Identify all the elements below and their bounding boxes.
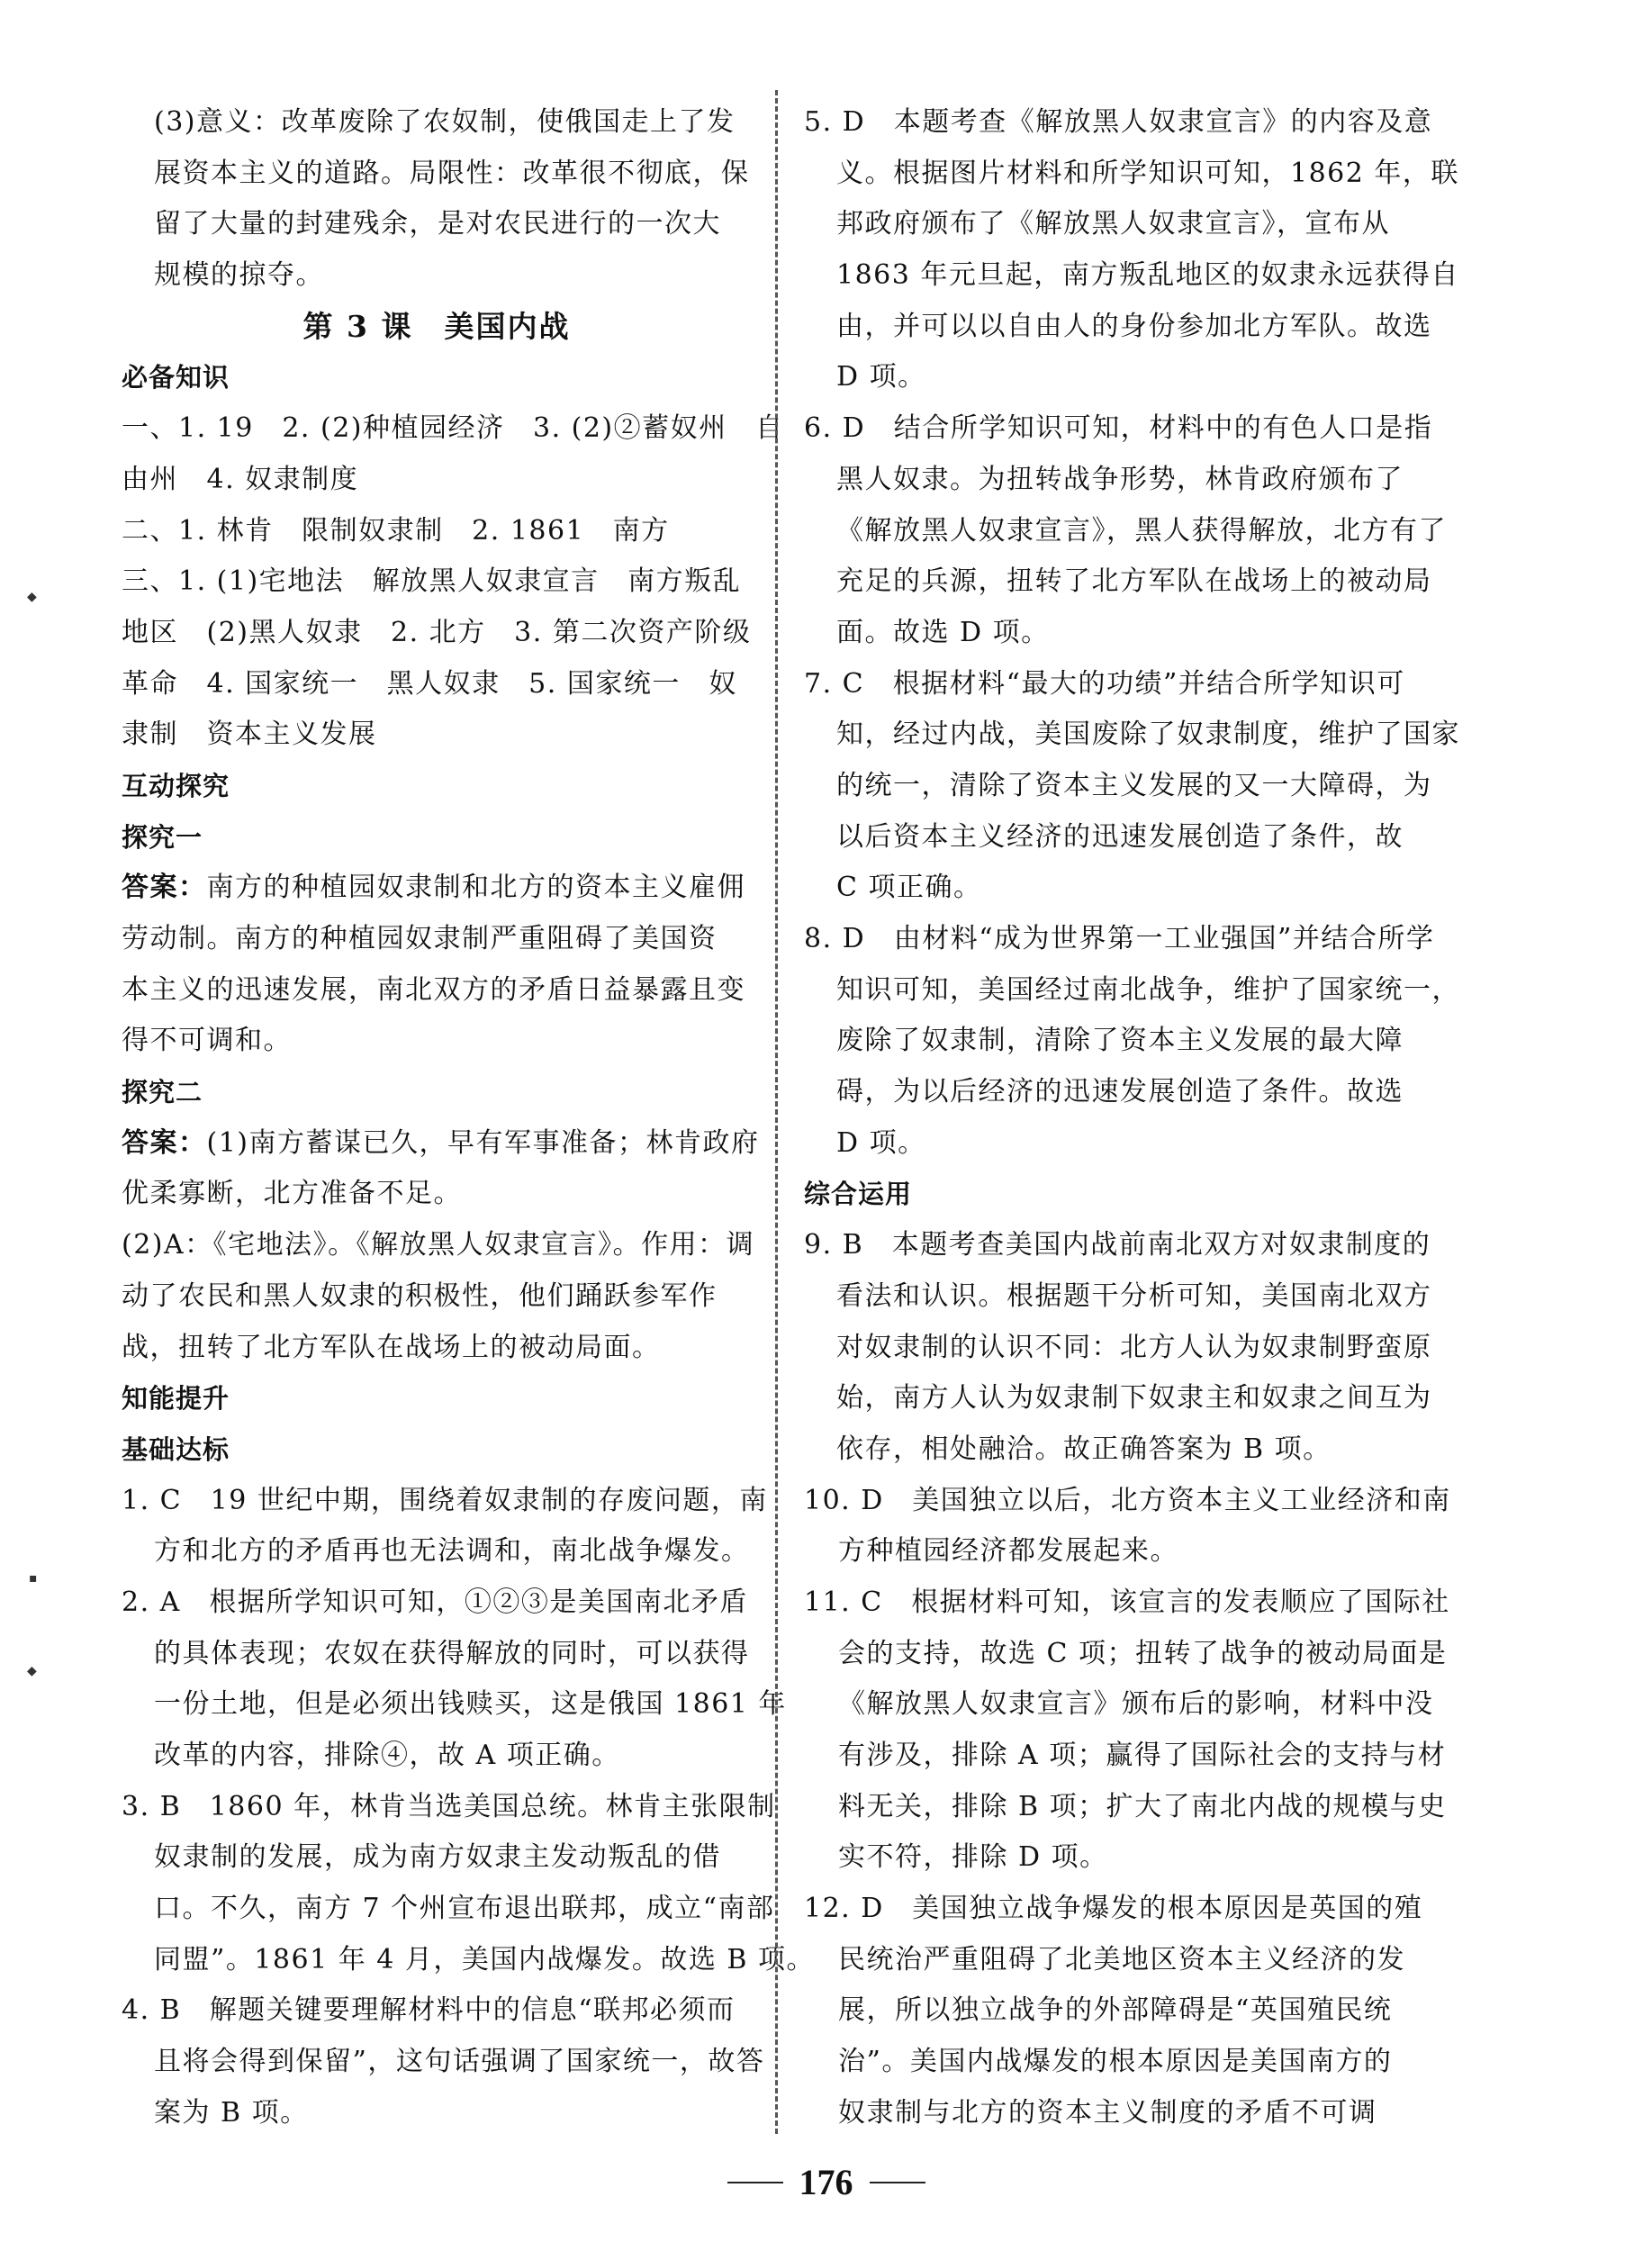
line-text: 8. D 由材料“成为世界第一工业强国”并结合所学 [804, 923, 1435, 954]
left-column [122, 97, 815, 2139]
text-line [804, 1424, 1443, 1476]
line-text: 奴隶制与北方的资本主义制度的矛盾不可调 [838, 2096, 1377, 2129]
line-text: 6. D 结合所学知识可知，材料中的有色人口是指 [804, 412, 1433, 445]
text-line [122, 556, 752, 608]
text-line [804, 710, 1460, 761]
text-line [804, 1476, 1451, 1527]
text-line [122, 1476, 768, 1527]
line-text: 始，南方人认为奴隶制下奴隶主和奴隶之间互为 [836, 1382, 1432, 1415]
line-text: 知识可知，美国经过南北战争，维护了国家统一， [836, 973, 1460, 1006]
line-text: 奴隶制的发展，成为南方奴隶主发动叛乱的借 [154, 1841, 721, 1874]
text-line [804, 1731, 1447, 1782]
text-line [804, 455, 1443, 506]
text-line [804, 506, 1447, 557]
text-line [122, 1731, 752, 1782]
line-text: 会的支持，故选 C 项；扭转了战争的被动局面是 [838, 1637, 1448, 1669]
line-text: 邦政府颁布了《解放黑人奴隶宣言》，宣布从 [836, 208, 1390, 240]
text-line [804, 1629, 1448, 1680]
text-line [804, 403, 1443, 455]
section-heading [122, 1424, 752, 1476]
line-text: 本主义的迅速发展，南北双方的矛盾日益暴露且变 [122, 973, 745, 1006]
line-text: 劳动制。南方的种植园奴隶制严重阻碍了美国资 [122, 923, 718, 954]
line-text: 9. B 本题考查美国内战前南北双方对奴隶制度的 [804, 1229, 1431, 1261]
text-line [804, 1577, 1450, 1629]
line-text: 同盟”。1861 年 4 月，美国内战爆发。故选 B 项。 [154, 1943, 815, 1975]
line-text: 规模的掠夺。 [154, 259, 324, 292]
line-text: 得不可调和。 [122, 1025, 292, 1057]
line-text: 留了大量的封建残余，是对农民进行的一次大 [154, 208, 721, 240]
text-line [122, 863, 752, 914]
section-heading [122, 1067, 752, 1118]
line-text: 隶制 资本主义发展 [122, 719, 377, 751]
text-line [804, 914, 1443, 965]
text-line [804, 2037, 1443, 2088]
line-text: 知能提升 [122, 1383, 230, 1415]
text-line [804, 812, 1443, 863]
text-line [804, 1884, 1443, 1935]
line-text: 由，并可以以自由人的身份参加北方军队。故选 [836, 310, 1432, 342]
text-line [122, 1629, 752, 1680]
text-line [804, 1067, 1443, 1118]
text-line [804, 199, 1443, 250]
line-text: 二、1. 林肯 限制奴隶制 2. 1861 南方 [122, 514, 670, 547]
text-line [804, 1832, 1443, 1884]
text-line [122, 97, 752, 149]
line-text: 1863 年元旦起，南方叛乱地区的奴隶永远获得自 [836, 259, 1459, 292]
line-text: 料无关，排除 B 项；扩大了南北内战的规模与史 [838, 1790, 1447, 1822]
section-heading [804, 1169, 1443, 1220]
line-text: 面。故选 D 项。 [836, 616, 1050, 648]
text-line [804, 2088, 1443, 2139]
line-text: 口。不久，南方 7 个州宣布退出联邦，成立“南部 [154, 1893, 775, 1925]
line-text: 以后资本主义经济的迅速发展创造了条件，故 [836, 820, 1404, 853]
line-text: 一份土地，但是必须出钱赎买，这是俄国 1861 年 [154, 1688, 787, 1721]
section-heading [122, 1373, 752, 1424]
line-text: 探究一 [122, 821, 203, 853]
footer-dash-left [727, 2182, 783, 2183]
text-line [804, 1935, 1443, 1986]
text-line [122, 1679, 787, 1731]
line-text: 12. D 美国独立战争爆发的根本原因是英国的殖 [804, 1893, 1423, 1925]
section-heading [122, 761, 752, 812]
text-line [804, 1323, 1443, 1374]
line-text: 且将会得到保留”，这句话强调了国家统一，故答 [154, 2046, 765, 2078]
line-text: 互动探究 [122, 770, 230, 801]
text-line [804, 608, 1443, 659]
line-text: 黑人奴隶。为扭转战争形势，林肯政府颁布了 [836, 463, 1404, 495]
text-line [122, 1832, 752, 1884]
line-text: (3)意义：改革废除了农奴制，使俄国走上了发 [154, 106, 736, 138]
line-text: 废除了奴隶制，清除了资本主义发展的最大障 [836, 1025, 1404, 1057]
text-line [122, 1935, 815, 1986]
text-line [804, 556, 1443, 608]
line-text: 三、1. (1)宅地法 解放黑人奴隶宣言 南方叛乱 [122, 565, 742, 598]
line-text: 《解放黑人奴隶宣言》，黑人获得解放，北方有了 [836, 514, 1447, 547]
text-line [804, 1271, 1443, 1323]
text-line [122, 914, 752, 965]
answer-label: 答案： [122, 872, 207, 904]
text-line [122, 965, 752, 1017]
line-text: 对奴隶制的认识不同：北方人认为奴隶制野蛮原 [836, 1331, 1432, 1363]
section-heading [122, 812, 752, 863]
line-text: 义。根据图片材料和所学知识可知，1862 年，联 [836, 157, 1459, 189]
text-line [122, 1985, 752, 2037]
answer-label: 答案： [122, 1126, 207, 1159]
text-line [122, 1577, 752, 1629]
text-line [804, 352, 1443, 403]
line-text: 一、1. 19 2. (2)种植园经济 3. (2)②蓄奴州 自 [122, 412, 784, 445]
text-line [804, 1118, 1443, 1170]
right-column [804, 97, 1460, 2139]
line-text: 看法和认识。根据题干分析可知，美国南北双方 [836, 1279, 1432, 1312]
text-line [122, 1884, 775, 1935]
line-text: 知，经过内战，美国废除了奴隶制度，维护了国家 [836, 719, 1460, 751]
text-line [804, 1782, 1447, 1833]
line-text: 5. D 本题考查《解放黑人奴隶宣言》的内容及意 [804, 106, 1433, 138]
text-line [804, 1220, 1443, 1271]
text-line [122, 1271, 752, 1323]
line-text: 11. C 根据材料可知，该宣言的发表顺应了国际社 [804, 1586, 1450, 1618]
line-text: D 项。 [836, 361, 926, 393]
line-text: D 项。 [836, 1126, 926, 1159]
text-line [804, 250, 1459, 302]
line-text: 实不符，排除 D 项。 [838, 1841, 1108, 1874]
text-line [122, 710, 752, 761]
text-line [122, 2037, 765, 2088]
line-text: 动了农民和黑人奴隶的积极性，他们踊跃参军作 [122, 1279, 718, 1312]
line-text: 第 3 课 美国内战 [302, 308, 571, 344]
page-number: 176 [799, 2162, 853, 2202]
line-text: 基础达标 [122, 1433, 230, 1465]
line-text: 展资本主义的道路。局限性：改革很不彻底，保 [154, 157, 750, 189]
text-line [122, 455, 752, 506]
line-text: 的具体表现；农奴在获得解放的同时，可以获得 [154, 1637, 750, 1669]
line-text: 战，扭转了北方军队在战场上的被动局面。 [122, 1331, 661, 1363]
line-text: 治”。美国内战爆发的根本原因是美国南方的 [838, 2046, 1393, 2078]
line-text: 《解放黑人奴隶宣言》颁布后的影响，材料中没 [838, 1688, 1434, 1721]
line-text: 方和北方的矛盾再也无法调和，南北战争爆发。 [154, 1535, 750, 1568]
line-text: 3. B 1860 年，林肯当选美国总统。林肯主张限制 [122, 1790, 776, 1822]
line-text: 南方的种植园奴隶制和北方的资本主义雇佣 [206, 872, 745, 904]
line-text: 改革的内容，排除④，故 A 项正确。 [154, 1740, 620, 1771]
line-text: 方种植园经济都发展起来。 [838, 1535, 1178, 1568]
text-line [804, 1526, 1443, 1577]
line-text: 有涉及，排除 A 项；赢得了国际社会的支持与材 [838, 1740, 1447, 1771]
text-line [804, 302, 1443, 353]
text-line [122, 403, 784, 455]
margin-mark: ▪ [29, 1571, 38, 1586]
text-line [122, 659, 752, 710]
text-line [122, 1220, 755, 1271]
line-text: 展，所以独立战争的外部障碍是“英国殖民统 [838, 1994, 1393, 2027]
line-text: 的统一，清除了资本主义发展的又一大障碍，为 [836, 769, 1432, 801]
text-line [804, 965, 1460, 1017]
line-text: 4. B 解题关键要理解材料中的信息“联邦必须而 [122, 1994, 736, 2027]
footer-dash-right [870, 2182, 925, 2183]
text-line [804, 149, 1459, 200]
lesson-title [122, 302, 752, 353]
line-text: 革命 4. 国家统一 黑人奴隶 5. 国家统一 奴 [122, 667, 737, 700]
text-line [804, 863, 1443, 914]
text-line [804, 659, 1443, 710]
line-text: 依存，相处融洽。故正确答案为 B 项。 [836, 1433, 1332, 1465]
column-divider [775, 90, 778, 2134]
line-text: 综合运用 [804, 1179, 913, 1210]
margin-mark: ◆ [27, 1664, 37, 1678]
text-line [804, 1985, 1443, 2037]
text-line [122, 250, 752, 302]
text-line [122, 1169, 752, 1220]
text-line [122, 1323, 752, 1374]
line-text: 民统治严重阻碍了北美地区资本主义经济的发 [838, 1943, 1405, 1975]
text-line [122, 1016, 752, 1067]
line-text: 必备知识 [122, 362, 230, 393]
line-text: 充足的兵源，扭转了北方军队在战场上的被动局 [836, 565, 1432, 598]
line-text: 由州 4. 奴隶制度 [122, 463, 359, 495]
text-line [122, 608, 752, 659]
line-text: 碍，为以后经济的迅速发展创造了条件。故选 [836, 1076, 1404, 1108]
text-line [122, 149, 752, 200]
line-text: 地区 (2)黑人奴隶 2. 北方 3. 第二次资产阶级 [122, 616, 752, 648]
line-text: 1. C 19 世纪中期，围绕着奴隶制的存废问题，南 [122, 1484, 768, 1516]
line-text: C 项正确。 [836, 872, 982, 904]
line-text: 2. A 根据所学知识可知，①②③是美国南北矛盾 [122, 1586, 748, 1618]
section-heading [122, 352, 752, 403]
text-line [804, 1016, 1443, 1067]
text-line [804, 97, 1443, 149]
text-line [122, 199, 752, 250]
text-line [122, 506, 752, 557]
text-line [804, 1679, 1443, 1731]
line-text: 7. C 根据材料“最大的功绩”并结合所学知识可 [804, 667, 1405, 700]
text-line [122, 1782, 776, 1833]
page-footer [0, 2161, 1652, 2203]
text-line [122, 1526, 752, 1577]
margin-mark: ◆ [27, 590, 37, 604]
text-line [122, 2088, 752, 2139]
text-line [804, 761, 1443, 812]
line-text: 案为 B 项。 [154, 2096, 309, 2129]
line-text: 10. D 美国独立以后，北方资本主义工业经济和南 [804, 1484, 1451, 1516]
text-line [122, 1118, 760, 1170]
text-line [804, 1373, 1443, 1424]
line-text: 探究二 [122, 1077, 203, 1108]
line-text: (1)南方蓄谋已久，早有军事准备；林肯政府 [206, 1126, 760, 1159]
line-text: 优柔寡断，北方准备不足。 [122, 1178, 462, 1210]
line-text: (2)A：《宅地法》。《解放黑人奴隶宣言》。作用：调 [122, 1229, 755, 1261]
